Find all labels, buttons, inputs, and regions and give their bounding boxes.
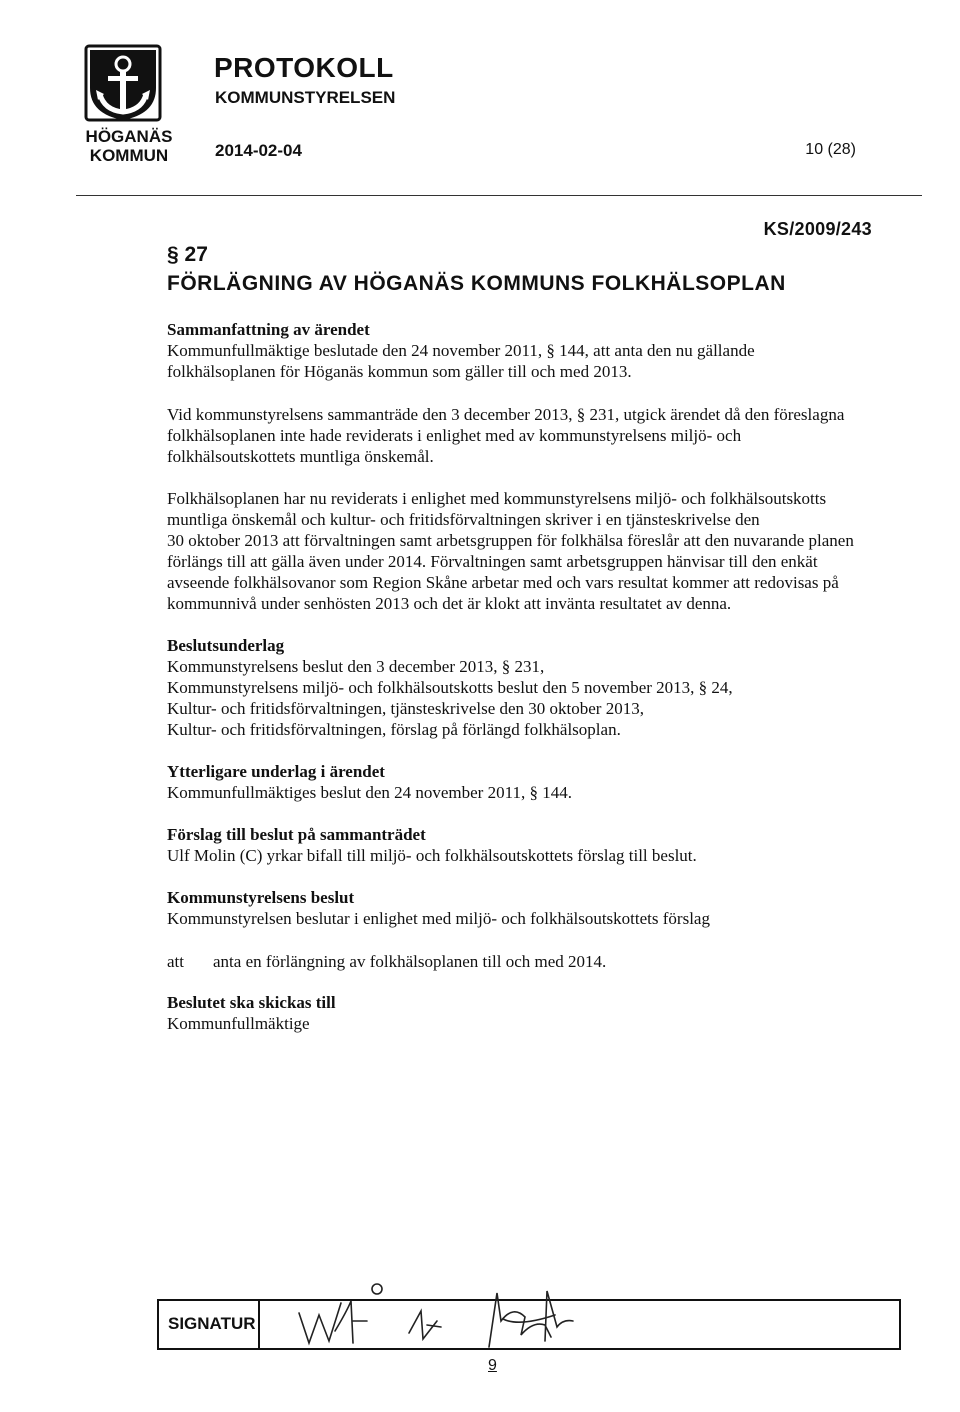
summary-line: Kommunfullmäktige beslutade den 24 november 2011, § 144, att anta den nu gällande: [167, 341, 755, 360]
paragraph-line: folkhälsoplanen inte hade reviderats i enlighet med av kommunstyrelsens miljö- och: [167, 426, 742, 445]
signature-label: SIGNATUR: [168, 1314, 256, 1333]
recipients-section: [167, 992, 902, 1034]
board-decision-section: [167, 887, 902, 929]
paragraph-line: avseende folkhälsovanor som Region Skåne arbetar med och vars resultat kommer att redovisas på: [167, 573, 839, 592]
proposal-section: [167, 824, 902, 866]
signature-divider: [258, 1301, 260, 1348]
clause-text: anta en förlängning av folkhälsoplanen till och med 2014.: [213, 952, 607, 971]
decision-basis-line: Kultur- och fritidsförvaltningen, tjänsteskrivelse den 30 oktober 2013,: [167, 699, 644, 718]
decision-basis-line: Kultur- och fritidsförvaltningen, förslag på förlängd folkhälsoplan.: [167, 720, 621, 739]
proposal-heading: Förslag till beslut på sammanträdet: [167, 825, 426, 844]
header-divider: [76, 195, 922, 196]
municipality-crest-icon: [84, 44, 162, 124]
recipients-heading: Beslutet ska skickas till: [167, 993, 336, 1012]
municipality-line-1: HÖGANÄS: [85, 127, 173, 146]
signature-box: [157, 1299, 901, 1350]
board-decision-heading: Kommunstyrelsens beslut: [167, 888, 355, 907]
clause-att-word: att: [167, 952, 184, 971]
paragraph-previous-meeting: [167, 404, 902, 467]
paragraph-line: Vid kommunstyrelsens sammanträde den 3 december 2013, § 231, utgick ärendet då den föreslagna: [167, 405, 845, 424]
paragraph-line: kommunnivå under senhösten 2013 och det är klokt att invänta resultatet av denna.: [167, 594, 732, 613]
municipality-line-2: KOMMUN: [89, 146, 169, 165]
board-decision-line: Kommunstyrelsen beslutar i enlighet med miljö- och folkhälsoutskottets förslag: [167, 909, 710, 928]
proposal-line: Ulf Molin (C) yrkar bifall till miljö- och folkhälsoutskottets förslag till beslut.: [167, 846, 697, 865]
page-number: 9: [488, 1357, 497, 1374]
decision-basis-line: Kommunstyrelsens miljö- och folkhälsoutskotts beslut den 5 november 2013, § 24,: [167, 678, 733, 697]
page-count: 10 (28): [805, 141, 856, 158]
municipality-name: [74, 127, 184, 165]
case-number: KS/2009/243: [763, 219, 872, 239]
decision-basis-section: [167, 635, 902, 740]
paragraph-line: muntliga önskemål och kultur- och fritidsförvaltningen skriver i en tjänsteskrivelse den: [167, 510, 760, 529]
summary-section: [167, 319, 902, 382]
additional-basis-section: [167, 761, 902, 803]
meeting-date: 2014-02-04: [215, 141, 302, 160]
summary-heading: Sammanfattning av ärendet: [167, 320, 370, 339]
decision-basis-line: Kommunstyrelsens beslut den 3 december 2013, § 231,: [167, 657, 545, 676]
paragraph-line: folkhälsoutskottets muntliga önskemål.: [167, 447, 434, 466]
handwritten-initials: [289, 1281, 719, 1351]
paragraph-revision: [167, 488, 902, 614]
additional-basis-heading: Ytterligare underlag i ärendet: [167, 762, 385, 781]
document-title: PROTOKOLL: [214, 52, 394, 83]
decision-basis-heading: Beslutsunderlag: [167, 636, 285, 655]
section-number: § 27: [167, 243, 208, 266]
paragraph-line: förlängs till att gälla även under 2014. Förvaltningen samt arbetsgruppen hänvisar till den enkät: [167, 552, 818, 571]
summary-line: folkhälsoplanen för Höganäs kommun som gäller till och med 2013.: [167, 362, 632, 381]
paragraph-line: Folkhälsoplanen har nu reviderats i enlighet med kommunstyrelsens miljö- och folkhälsoutskotts: [167, 489, 827, 508]
recipient-line: Kommunfullmäktige: [167, 1014, 310, 1033]
section-title: FÖRLÄGNING AV HÖGANÄS KOMMUNS FOLKHÄLSOPLAN: [167, 272, 786, 295]
document-subtitle: KOMMUNSTYRELSEN: [215, 88, 396, 107]
additional-basis-line: Kommunfullmäktiges beslut den 24 november 2011, § 144.: [167, 783, 572, 802]
decision-clause: [167, 951, 902, 972]
paragraph-line: 30 oktober 2013 att förvaltningen samt arbetsgruppen för folkhälsa föreslår att den nuvarande planen: [167, 531, 854, 550]
